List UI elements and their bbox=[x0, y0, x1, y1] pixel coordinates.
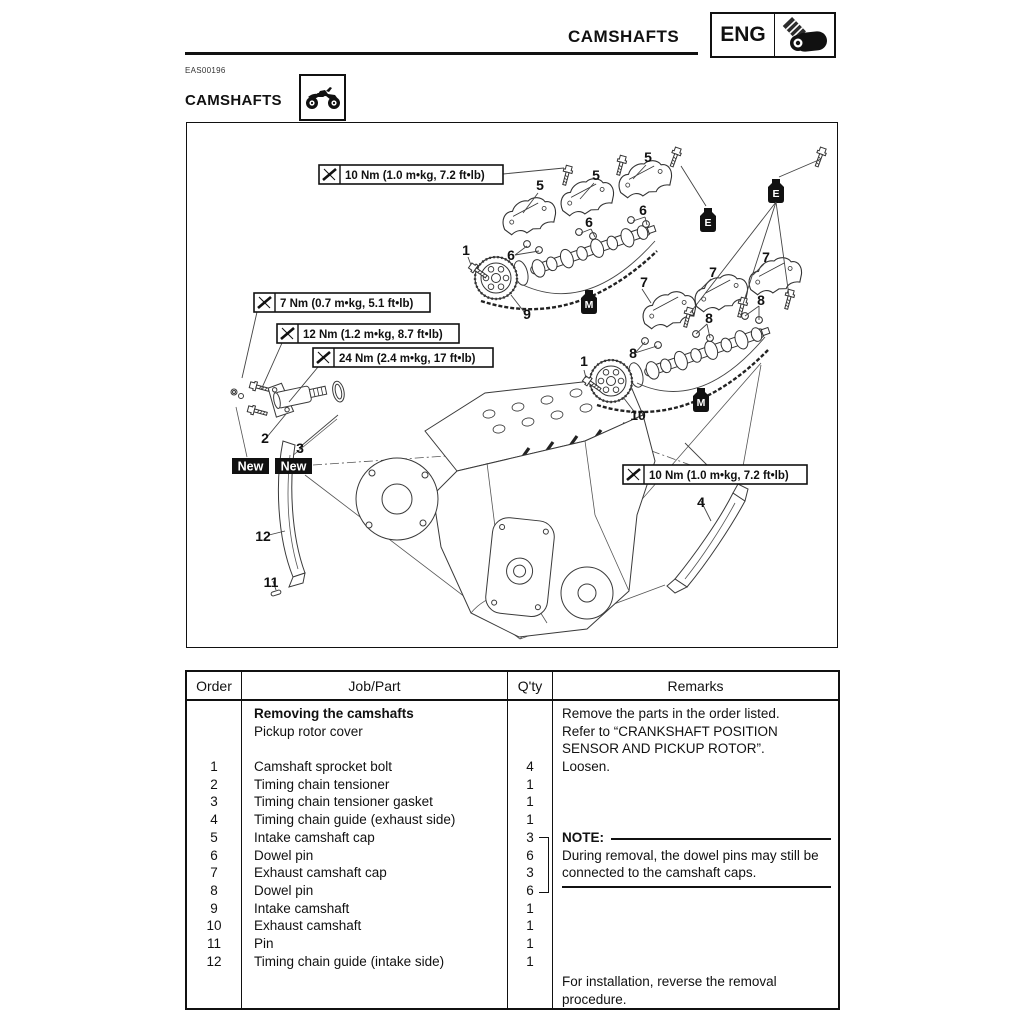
header-rule bbox=[185, 52, 698, 55]
job-cell: Dowel pin bbox=[254, 882, 314, 898]
torque-callout-24nm bbox=[313, 348, 493, 367]
column-header-order: Order bbox=[187, 672, 242, 699]
order-column bbox=[187, 701, 242, 1008]
torque-callout-7nm bbox=[254, 293, 430, 312]
order-cell: 12 bbox=[206, 953, 222, 969]
order-cell: 3 bbox=[210, 794, 218, 810]
part-label-1: 1 bbox=[462, 242, 470, 258]
part-label-12: 12 bbox=[255, 528, 271, 544]
qty-cell: 1 bbox=[526, 794, 534, 810]
svg-text:24 Nm (2.4 m•kg, 17 ft•lb): 24 Nm (2.4 m•kg, 17 ft•lb) bbox=[339, 353, 476, 365]
order-cell: 7 bbox=[210, 865, 218, 881]
part-label-5: 5 bbox=[644, 149, 652, 165]
job-subtitle: Pickup rotor cover bbox=[254, 723, 363, 739]
part-label-6: 6 bbox=[585, 214, 593, 230]
torque-callout-12nm bbox=[277, 324, 459, 343]
column-header-qty: Q'ty bbox=[508, 672, 553, 699]
job-cell: Camshaft sprocket bolt bbox=[254, 759, 393, 775]
order-cell: 6 bbox=[210, 847, 218, 863]
tensioner-art bbox=[268, 371, 347, 418]
svg-text:E: E bbox=[704, 217, 712, 229]
exhaust-camshaft-art bbox=[590, 321, 772, 402]
moly-oil-symbol bbox=[693, 388, 709, 412]
pin-art bbox=[271, 590, 282, 597]
job-cell: Intake camshaft cap bbox=[254, 829, 375, 845]
part-label-11: 11 bbox=[263, 574, 279, 590]
part-label-5: 5 bbox=[536, 177, 544, 193]
svg-text:M: M bbox=[584, 299, 594, 311]
qty-cell: 3 bbox=[526, 865, 534, 881]
remark-refer: Refer to “CRANKSHAFT POSITION SENSOR AND PICKUP ROTOR”. bbox=[562, 723, 778, 757]
qty-cell: 1 bbox=[526, 900, 534, 916]
part-label-8: 8 bbox=[629, 345, 637, 361]
part-label-5: 5 bbox=[592, 167, 600, 183]
remarks-column bbox=[553, 701, 838, 1008]
engine-oil-symbol bbox=[700, 208, 716, 232]
part-label-4: 4 bbox=[697, 494, 705, 510]
job-cell: Timing chain guide (exhaust side) bbox=[254, 812, 456, 828]
job-cell: Exhaust camshaft bbox=[254, 918, 362, 934]
svg-text:7 Nm (0.7 m•kg, 5.1 ft•lb): 7 Nm (0.7 m•kg, 5.1 ft•lb) bbox=[280, 298, 414, 310]
engine-oil-symbol bbox=[768, 179, 784, 203]
job-cell: Timing chain tensioner gasket bbox=[254, 794, 433, 810]
job-cell: Pin bbox=[254, 935, 274, 951]
svg-text:New: New bbox=[237, 459, 264, 474]
engine-icon bbox=[775, 14, 834, 56]
qty-cell: 1 bbox=[526, 935, 534, 951]
part-label-7: 7 bbox=[640, 274, 648, 290]
qty-column bbox=[508, 701, 553, 1008]
table-header-row bbox=[187, 672, 838, 701]
part-label-8: 8 bbox=[705, 310, 713, 326]
svg-text:New: New bbox=[280, 459, 307, 474]
svg-text:10 Nm (1.0 m•kg, 7.2 ft•lb): 10 Nm (1.0 m•kg, 7.2 ft•lb) bbox=[649, 470, 789, 482]
part-label-8: 8 bbox=[757, 292, 765, 308]
parts-table bbox=[185, 670, 840, 1010]
svg-text:12 Nm (1.2 m•kg, 8.7 ft•lb): 12 Nm (1.2 m•kg, 8.7 ft•lb) bbox=[303, 329, 443, 341]
column-header-remarks: Remarks bbox=[667, 678, 724, 694]
qty-cell: 6 bbox=[526, 847, 534, 863]
part-label-6: 6 bbox=[507, 247, 515, 263]
order-cell: 10 bbox=[206, 918, 222, 934]
page-title: CAMSHAFTS bbox=[568, 27, 680, 46]
order-cell: 4 bbox=[210, 812, 218, 828]
job-column bbox=[242, 701, 508, 1008]
job-cell: Timing chain guide (intake side) bbox=[254, 953, 445, 969]
part-label-10: 10 bbox=[630, 407, 646, 423]
part-label-7: 7 bbox=[709, 264, 717, 280]
table-body bbox=[187, 701, 838, 1008]
note-block bbox=[562, 829, 831, 888]
remark-footer: For installation, reverse the removal procedure. bbox=[562, 974, 777, 1007]
chain-guide-exhaust-art bbox=[667, 484, 748, 593]
order-cell: 1 bbox=[210, 759, 218, 775]
remark-loosen: Loosen. bbox=[562, 759, 611, 774]
engine-block-art bbox=[356, 377, 655, 637]
part-label-2: 2 bbox=[261, 430, 269, 446]
section-title: CAMSHAFTS bbox=[185, 92, 282, 109]
qty-cell: 1 bbox=[526, 953, 534, 969]
note-text: During removal, the dowel pins may still be connected to the camshaft caps. bbox=[562, 847, 819, 881]
order-cell: 9 bbox=[210, 900, 218, 916]
motorcycle-icon bbox=[299, 74, 346, 121]
job-section-title: Removing the camshafts bbox=[254, 706, 414, 721]
part-label-7: 7 bbox=[762, 249, 770, 265]
order-cell: 2 bbox=[210, 776, 218, 792]
qty-cell: 1 bbox=[526, 812, 534, 828]
part-label-9: 9 bbox=[523, 306, 531, 322]
paragraph-code: EAS00196 bbox=[185, 66, 226, 75]
intake-camshaft-art bbox=[475, 219, 658, 299]
new-tag bbox=[275, 458, 312, 474]
new-tag bbox=[232, 458, 269, 474]
qty-cell: 1 bbox=[526, 776, 534, 792]
order-cell: 8 bbox=[210, 882, 218, 898]
part-label-1: 1 bbox=[580, 353, 588, 369]
svg-text:M: M bbox=[696, 397, 706, 409]
note-label: NOTE: bbox=[562, 830, 604, 845]
job-cell: Dowel pin bbox=[254, 847, 314, 863]
job-cell: Intake camshaft bbox=[254, 900, 350, 916]
note-bracket bbox=[539, 837, 549, 893]
eng-chapter-box bbox=[710, 12, 836, 58]
torque-callout-bottom bbox=[623, 465, 807, 484]
note-closing-rule bbox=[562, 886, 831, 888]
remark-intro: Remove the parts in the order listed. bbox=[562, 706, 780, 721]
qty-cell: 6 bbox=[526, 882, 534, 898]
qty-cell: 4 bbox=[526, 759, 534, 775]
qty-cell: 1 bbox=[526, 918, 534, 934]
part-label-6: 6 bbox=[639, 202, 647, 218]
svg-text:E: E bbox=[772, 188, 780, 200]
order-cell: 11 bbox=[206, 935, 221, 951]
qty-cell: 3 bbox=[526, 829, 534, 845]
eng-label: ENG bbox=[712, 14, 775, 56]
washers-art bbox=[231, 389, 244, 399]
order-cell: 5 bbox=[210, 829, 218, 845]
svg-text:10 Nm (1.0 m•kg, 7.2 ft•lb): 10 Nm (1.0 m•kg, 7.2 ft•lb) bbox=[345, 170, 485, 182]
job-cell: Timing chain tensioner bbox=[254, 776, 390, 792]
torque-callout-top bbox=[319, 165, 503, 184]
job-cell: Exhaust camshaft cap bbox=[254, 865, 387, 881]
part-label-3: 3 bbox=[296, 440, 304, 456]
exploded-diagram bbox=[186, 122, 838, 648]
column-header-job: Job/Part bbox=[242, 672, 508, 699]
note-rule bbox=[611, 838, 831, 840]
